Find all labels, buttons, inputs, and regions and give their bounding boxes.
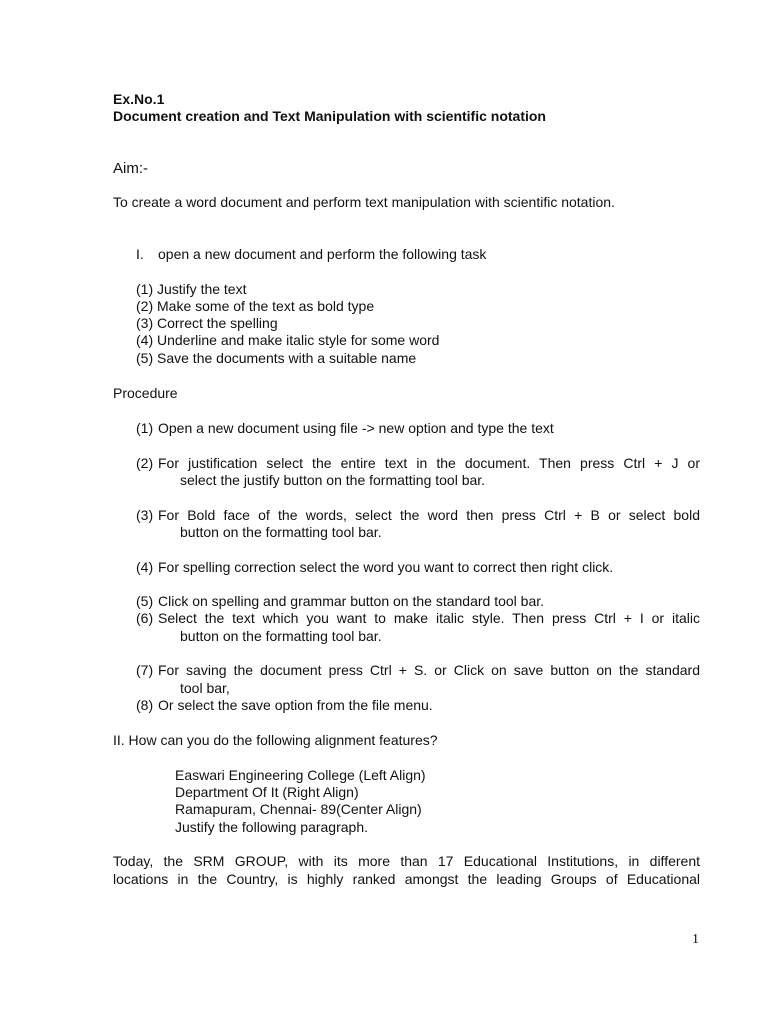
step-number: (4) bbox=[136, 559, 154, 575]
alignment-line: Justify the following paragraph. bbox=[175, 819, 368, 835]
task-item: (2) Make some of the text as bold type bbox=[136, 298, 375, 314]
step-number: (3) bbox=[136, 507, 154, 523]
paragraph-line: Today, the SRM GROUP, with its more than 17 Educational Institutions, in different bbox=[113, 853, 700, 869]
task-item: (1) Justify the text bbox=[136, 281, 247, 297]
document-title: Document creation and Text Manipulation with scientific notation bbox=[113, 108, 546, 124]
step-text: For saving the document press Ctrl + S. or Click on save button on the standard bbox=[158, 662, 700, 678]
exercise-number: Ex.No.1 bbox=[113, 91, 165, 107]
task-item: (3) Correct the spelling bbox=[136, 315, 278, 331]
step-text: Click on spelling and grammar button on the standard tool bar. bbox=[158, 593, 545, 609]
alignment-line: Ramapuram, Chennai- 89(Center Align) bbox=[175, 801, 422, 817]
aim-text: To create a word document and perform text manipulation with scientific notation. bbox=[113, 194, 615, 210]
step-text: Or select the save option from the file menu. bbox=[158, 697, 433, 713]
alignment-line: Easwari Engineering College (Left Align) bbox=[175, 767, 426, 783]
step-text-continued: select the justify button on the formatting tool bar. bbox=[180, 472, 486, 488]
step-text: For spelling correction select the word you want to correct then right click. bbox=[158, 559, 614, 575]
step-text-continued: button on the formatting tool bar. bbox=[180, 524, 382, 540]
page-number: 1 bbox=[692, 932, 699, 947]
step-number: (8) bbox=[136, 697, 154, 713]
step-number: (2) bbox=[136, 455, 154, 471]
aim-heading: Aim:- bbox=[113, 160, 148, 177]
task-two-question: II. How can you do the following alignment features? bbox=[113, 732, 438, 748]
task-one-numeral: I. bbox=[136, 246, 144, 262]
step-text-continued: tool bar, bbox=[180, 680, 230, 696]
step-text: For justification select the entire text in the document. Then press Ctrl + J or bbox=[158, 455, 700, 471]
task-item: (5) Save the documents with a suitable name bbox=[136, 350, 417, 366]
task-one-text: open a new document and perform the following task bbox=[158, 246, 487, 262]
procedure-heading: Procedure bbox=[113, 385, 178, 401]
task-item: (4) Underline and make italic style for some word bbox=[136, 332, 440, 348]
step-number: (5) bbox=[136, 593, 154, 609]
step-number: (1) bbox=[136, 420, 154, 436]
step-number: (6) bbox=[136, 610, 154, 626]
step-number: (7) bbox=[136, 662, 154, 678]
alignment-line: Department Of It (Right Align) bbox=[175, 784, 359, 800]
step-text: Select the text which you want to make italic style. Then press Ctrl + I or italic bbox=[158, 610, 700, 626]
paragraph-line: locations in the Country, is highly ranked amongst the leading Groups of Educational bbox=[113, 871, 700, 887]
step-text-continued: button on the formatting tool bar. bbox=[180, 628, 382, 644]
step-text: Open a new document using file -> new option and type the text bbox=[158, 420, 554, 436]
step-text: For Bold face of the words, select the word then press Ctrl + B or select bold bbox=[158, 507, 700, 523]
